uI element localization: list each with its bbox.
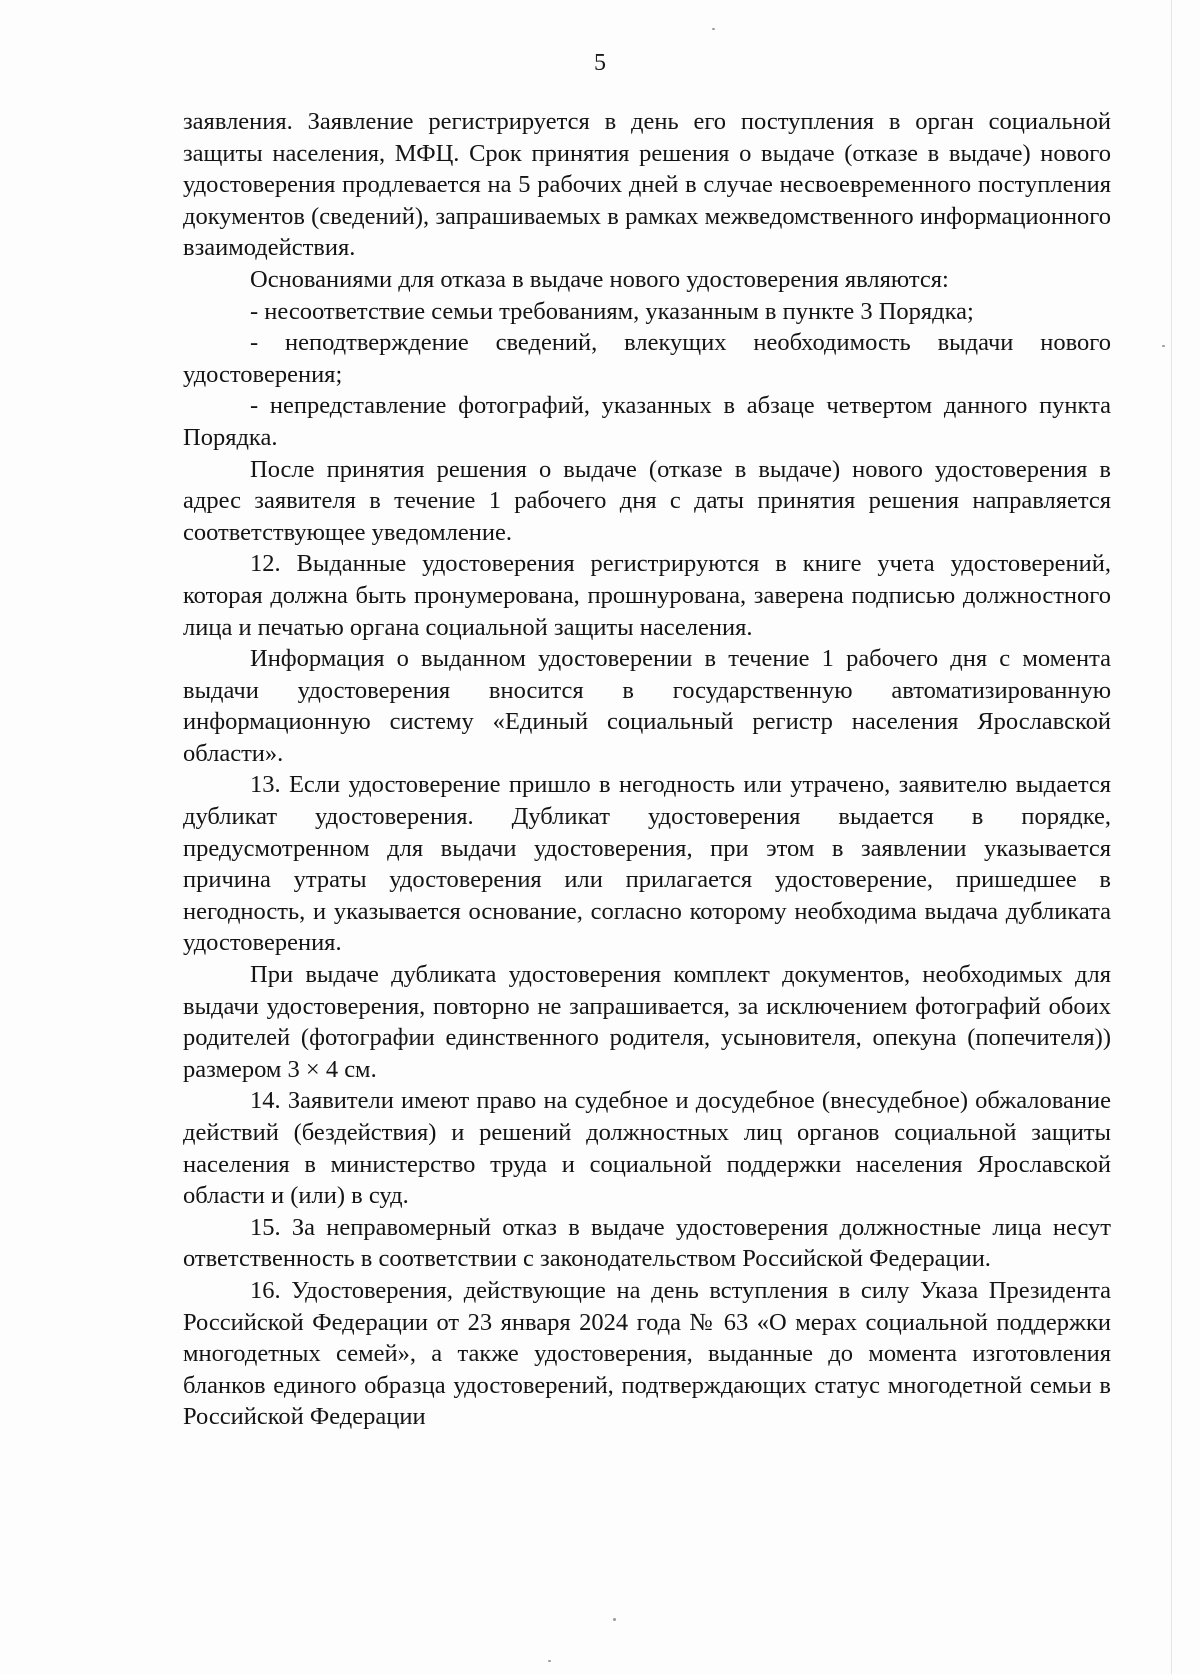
paragraph-continuation: заявления. Заявление регистрируется в день его поступления в орган социальной защиты населения, МФЦ. Срок принятия решения о выдаче (отказе в выдаче) нового удостоверения продлевается на 5 рабочих дней в случае несвоевременного поступления документов (сведений), запрашиваемых в рамках межведомственного информационного взаимодействия. [183, 108, 1111, 262]
paragraph-refusal-grounds: Основаниями для отказа в выдаче нового удостоверения являются: [250, 265, 949, 293]
list-item-nonconformity: - несоответствие семьи требованиям, указанным в пункте 3 Порядка; [250, 297, 974, 325]
page-number: 5 [594, 50, 606, 76]
paragraph-duplicate: При выдаче дубликата удостоверения комплект документов, необходимых для выдачи удостоверения, повторно не запрашивается, за исключением фотографий обоих родителей (фотографии единственного родителя, усыновителя, опекуна (попечителя)) размером 3 × 4 см. [183, 961, 1111, 1083]
scan-speck [613, 1618, 616, 1621]
scan-edge [1171, 0, 1172, 1674]
scan-speck [712, 28, 715, 30]
paragraph-15: 15. За неправомерный отказ в выдаче удостоверения должностные лица несут ответственность в соответствии с законодательством Российской Федерации. [183, 1213, 1111, 1273]
paragraph-notification: После принятия решения о выдаче (отказе в выдаче) нового удостоверения в адрес заявителя в течение 1 рабочего дня с даты принятия решения направляется соответствующее уведомление. [183, 455, 1111, 546]
scan-speck [1162, 345, 1165, 347]
list-item-nonconfirmation: - неподтверждение сведений, влекущих необходимость выдачи нового удостоверения; [183, 329, 1111, 388]
paragraph-16: 16. Удостоверения, действующие на день вступления в силу Указа Президента Российской Федерации от 23 января 2024 года № 63 «О мерах социальной поддержки многодетных семей», а также удостоверения, выданные до момента изготовления бланков единого образца удостоверений, подтверждающих статус многодетной семьи в Российской Федерации [183, 1276, 1111, 1431]
scan-speck [548, 1660, 551, 1662]
paragraph-13: 13. Если удостоверение пришло в негодность или утрачено, заявителю выдается дубликат удостоверения. Дубликат удостоверения выдается в порядке, предусмотренном для выдачи удостоверения, при этом в заявлении указывается причина утраты удостоверения или прилагается удостоверение, пришедшее в негодность, и указывается основание, согласно которому необходима выдача дубликата удостоверения. [183, 771, 1111, 957]
paragraph-12: 12. Выданные удостоверения регистрируются в книге учета удостоверений, которая должна быть пронумерована, прошнурована, заверена подписью должностного лица и печатью органа социальной защиты населения. [183, 550, 1111, 641]
paragraph-register-info: Информация о выданном удостоверении в течение 1 рабочего дня с момента выдачи удостоверения вносится в государственную автоматизированную информационную систему «Единый социальный регистр населения Ярославской области». [183, 645, 1111, 767]
paragraph-14: 14. Заявители имеют право на судебное и досудебное (внесудебное) обжалование действий (бездействия) и решений должностных лиц органов социальной защиты населения в министерство труда и социальной поддержки населения Ярославской области и (или) в суд. [183, 1087, 1111, 1210]
body-text [183, 106, 1111, 1433]
list-item-no-photos: - непредставление фотографий, указанных в абзаце четвертом данного пункта Порядка. [183, 392, 1111, 451]
